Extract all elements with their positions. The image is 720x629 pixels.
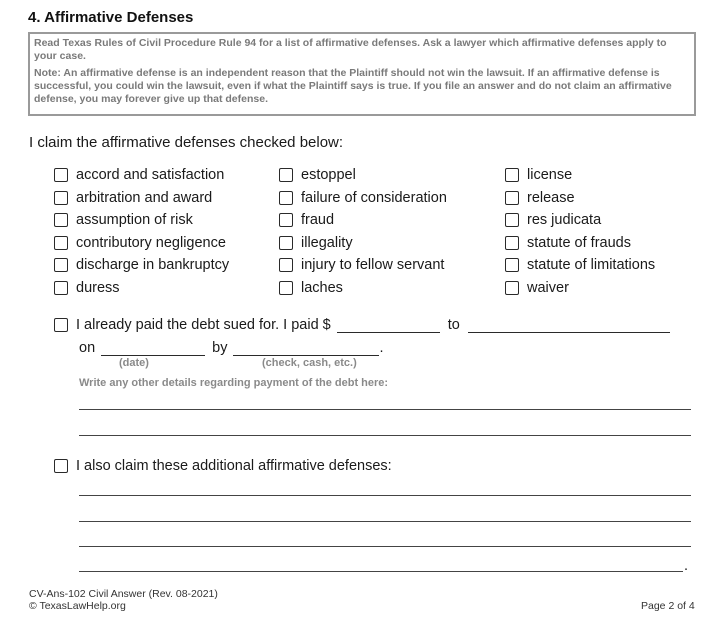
defense-option[interactable]: [505, 233, 655, 253]
defense-label: assumption of risk: [76, 212, 193, 228]
checkbox[interactable]: [279, 191, 293, 205]
checkbox[interactable]: [505, 191, 519, 205]
defense-option[interactable]: [505, 255, 655, 275]
checkbox[interactable]: [279, 213, 293, 227]
additional-line[interactable]: [79, 571, 683, 572]
paid-period: .: [379, 340, 384, 356]
defense-option[interactable]: [54, 233, 229, 253]
defense-option[interactable]: [279, 233, 447, 253]
additional-period: .: [684, 558, 689, 574]
defense-option[interactable]: [54, 188, 229, 208]
paid-row: [54, 315, 670, 335]
checkbox[interactable]: [54, 258, 68, 272]
paid-to-field[interactable]: [468, 318, 670, 333]
additional-line[interactable]: [79, 546, 691, 547]
defense-label: res judicata: [527, 212, 602, 228]
paid-date-row: [79, 338, 384, 358]
paid-checkbox[interactable]: [54, 318, 68, 332]
additional-line[interactable]: [79, 521, 691, 522]
defense-option[interactable]: [505, 278, 655, 298]
defense-option[interactable]: [505, 210, 655, 230]
date-hint: (date): [119, 357, 149, 369]
copyright: © TexasLawHelp.org: [29, 600, 126, 612]
defense-option[interactable]: [505, 188, 655, 208]
defense-label: duress: [76, 279, 120, 296]
defense-label: statute of frauds: [527, 234, 631, 251]
checkbox[interactable]: [505, 213, 519, 227]
page-number: Page 2 of 4: [641, 600, 695, 612]
details-line[interactable]: [79, 409, 691, 410]
defense-option[interactable]: [279, 210, 447, 230]
paid-by-label: by: [212, 340, 228, 356]
paid-amount-field[interactable]: [337, 318, 440, 333]
defense-label: release: [527, 189, 575, 206]
defense-option[interactable]: [279, 278, 447, 298]
paid-date-field[interactable]: [101, 341, 205, 356]
defense-label: fraud: [301, 212, 335, 228]
paid-label: I already paid the debt sued for. I paid $: [76, 317, 331, 333]
additional-row: [54, 456, 392, 476]
checkbox[interactable]: [54, 168, 68, 182]
defense-label: laches: [301, 279, 343, 296]
defense-label: discharge in bankruptcy: [76, 257, 230, 273]
defense-label: waiver: [527, 279, 569, 296]
paid-method-field[interactable]: [233, 341, 379, 356]
paid-to-label: to: [447, 317, 460, 333]
checkbox[interactable]: [54, 236, 68, 250]
section-title: 4. Affirmative Defenses: [28, 9, 194, 26]
intro-text: I claim the affirmative defenses checked below:: [29, 134, 344, 151]
checkbox[interactable]: [279, 281, 293, 295]
defense-option[interactable]: [54, 165, 229, 185]
checkbox[interactable]: [505, 236, 519, 250]
defenses-column-1: [54, 165, 229, 300]
details-hint: Write any other details regarding payment of the debt here:: [79, 377, 389, 389]
method-hint: (check, cash, etc.): [262, 357, 357, 369]
defenses-column-2: [279, 165, 447, 300]
defense-label: license: [527, 167, 573, 183]
defense-label: failure of consideration: [301, 189, 447, 206]
defense-label: illegality: [301, 234, 353, 251]
note-text: Note: An affirmative defense is an independent reason that the Plaintiff should not win the lawsuit. If an affirmative defense is successful, you could win the lawsuit, even if what the Plaintiff says is true. If you file an answer and do not claim an affirmative defense, you may forever give up that defense.: [34, 67, 672, 105]
checkbox[interactable]: [505, 168, 519, 182]
additional-checkbox[interactable]: [54, 459, 68, 473]
defense-option[interactable]: [505, 165, 655, 185]
additional-label: I also claim these additional affirmative defenses:: [76, 458, 392, 474]
defense-label: statute of limitations: [527, 257, 656, 273]
defense-option[interactable]: [279, 165, 447, 185]
defenses-column-3: [505, 165, 655, 300]
form-id: CV-Ans-102 Civil Answer (Rev. 08-2021): [29, 588, 218, 600]
defense-label: injury to fellow servant: [301, 257, 445, 273]
instructions-text: Read Texas Rules of Civil Procedure Rule 94 for a list of affirmative defenses. Ask a lawyer which affirmative defenses apply to your case.: [34, 37, 667, 62]
checkbox[interactable]: [505, 258, 519, 272]
checkbox[interactable]: [279, 258, 293, 272]
additional-line[interactable]: [79, 495, 691, 496]
defense-option[interactable]: [54, 278, 229, 298]
instructions-box: [28, 32, 696, 116]
defense-option[interactable]: [279, 255, 447, 275]
checkbox[interactable]: [505, 281, 519, 295]
defense-label: accord and satisfaction: [76, 167, 225, 183]
defense-option[interactable]: [54, 210, 229, 230]
defense-label: contributory negligence: [76, 234, 226, 251]
checkbox[interactable]: [54, 191, 68, 205]
defense-label: estoppel: [301, 167, 356, 183]
footer-left: [29, 588, 218, 612]
details-line[interactable]: [79, 435, 691, 436]
defense-option[interactable]: [279, 188, 447, 208]
checkbox[interactable]: [54, 281, 68, 295]
checkbox[interactable]: [54, 213, 68, 227]
checkbox[interactable]: [279, 236, 293, 250]
checkbox[interactable]: [279, 168, 293, 182]
paid-on-label: on: [79, 340, 96, 356]
defense-label: arbitration and award: [76, 189, 213, 206]
defense-option[interactable]: [54, 255, 229, 275]
